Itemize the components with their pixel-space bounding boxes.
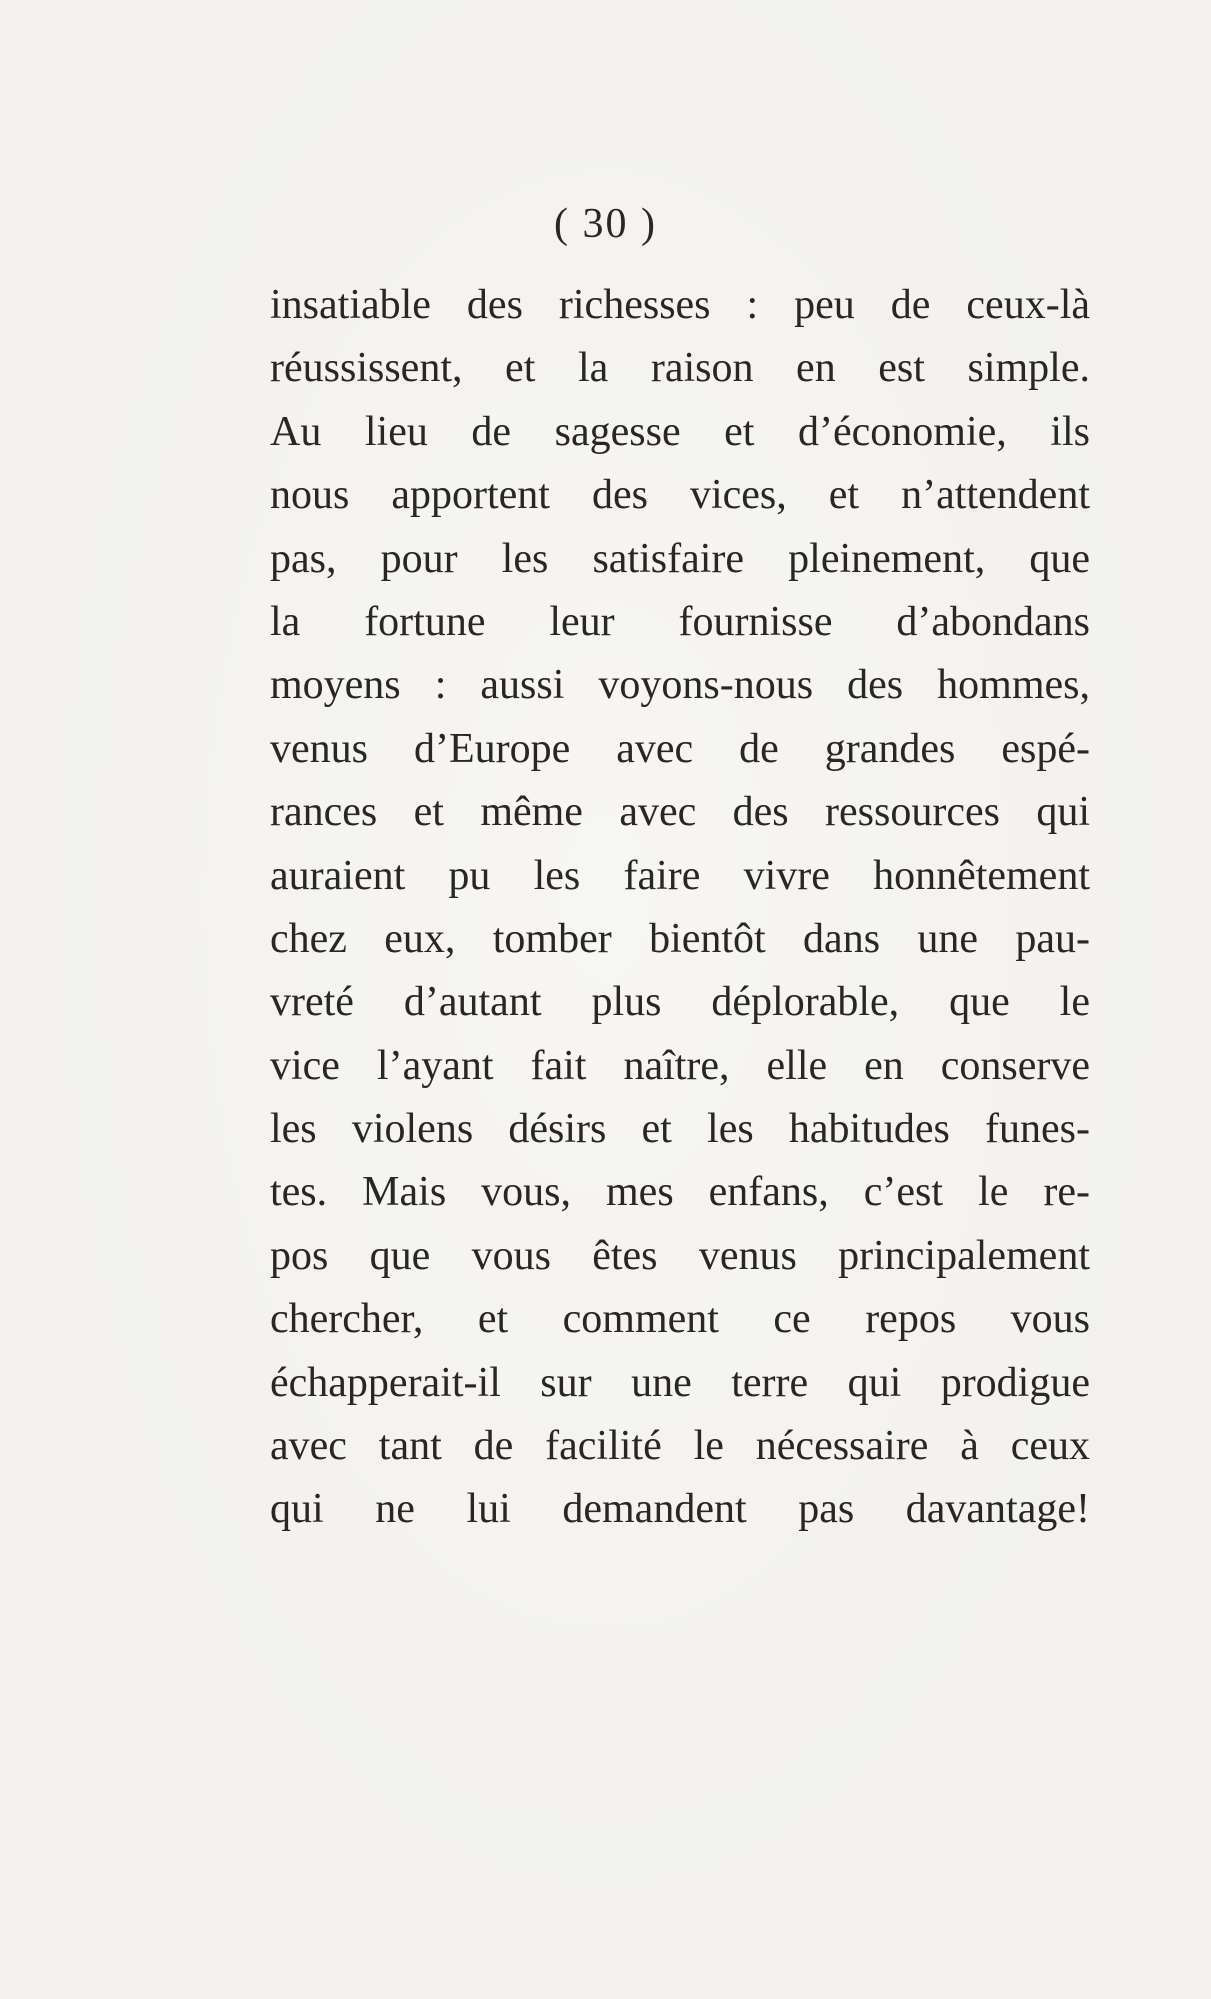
text-line: réussissent, et la raison en est simple. (270, 345, 1090, 392)
text-line: rances et même avec des ressources qui (270, 789, 1090, 836)
text-line: qui ne lui demandent pas davantage! (270, 1486, 1090, 1533)
text-line: moyens : aussi voyons-nous des hommes, (270, 662, 1090, 709)
text-line: insatiable des richesses : peu de ceux-là (270, 282, 1090, 328)
text-line: échapperait-il sur une terre qui prodigue (270, 1359, 1090, 1406)
text-line: les violens désirs et les habitudes funes- (270, 1106, 1090, 1153)
text-line: pas, pour les satisfaire pleinement, que (270, 535, 1090, 582)
text-line: venus d’Europe avec de grandes espé- (270, 725, 1090, 772)
text-line: chercher, et comment ce repos vous (270, 1296, 1090, 1343)
text-line: chez eux, tomber bientôt dans une pau- (270, 915, 1090, 962)
body-text (270, 274, 1090, 1542)
text-line: vreté d’autant plus déplorable, que le (270, 979, 1090, 1026)
text-line: avec tant de facilité le nécessaire à ceux (270, 1423, 1090, 1470)
text-line: pos que vous êtes venus principalement (270, 1232, 1090, 1279)
text-line: tes. Mais vous, mes enfans, c’est le re- (270, 1169, 1090, 1216)
page-number: ( 30 ) (554, 201, 657, 247)
text-line: vice l’ayant fait naître, elle en conserve (270, 1042, 1090, 1089)
text-line: Au lieu de sagesse et d’économie, ils (270, 408, 1090, 455)
text-line: la fortune leur fournisse d’abondans (270, 598, 1090, 645)
text-line: auraient pu les faire vivre honnêtement (270, 852, 1090, 899)
text-line: nous apportent des vices, et n’attendent (270, 472, 1090, 519)
